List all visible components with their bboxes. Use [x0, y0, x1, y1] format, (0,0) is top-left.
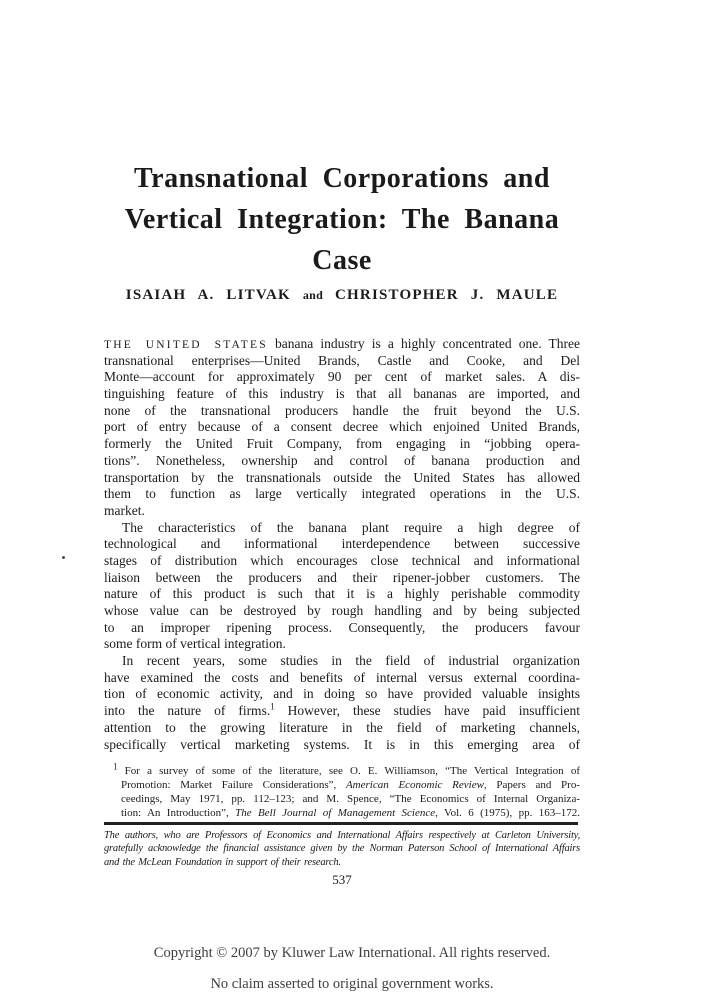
body-line: transportation by the transnationals outside the United States has allowed	[104, 469, 580, 485]
author-name-1: ISAIAH A. LITVAK	[125, 287, 291, 303]
body-line: In recent years, some studies in the field of industrial organization	[122, 653, 580, 669]
journal-title-italic: American Economic Review	[345, 778, 484, 791]
body-line-text: However, these studies have paid insufficient	[274, 703, 580, 719]
article-title	[104, 158, 580, 281]
body-line: attention to the growing literature in the field of marketing channels,	[104, 719, 580, 735]
body-line: them to function as large vertically integrated operations in the U.S.	[104, 486, 580, 502]
body-line: The characteristics of the banana plant require a high degree of	[122, 519, 580, 535]
footnote-text: , Vol. 6 (1975), pp. 163–172.	[435, 806, 580, 819]
article-title-line-2: Vertical Integration: The Banana	[124, 204, 560, 235]
body-line: have examined the costs and benefits of internal versus external coordina-	[104, 669, 580, 685]
body-line: tions”. Nonetheless, ownership and control of banana production and	[104, 452, 580, 468]
body-paragraph-3	[104, 653, 580, 753]
body-paragraph-1	[104, 336, 580, 520]
body-line: nature of this product is such that it is a highly perishable commodity	[104, 586, 580, 602]
body-line: tinguishing feature of this industry is that all bananas are imported, and	[104, 386, 580, 402]
copyright-footer	[0, 938, 704, 1000]
footnote-separator-rule	[104, 822, 578, 825]
scan-artifact-speck	[62, 556, 65, 559]
body-line-text: into the nature of firms.	[104, 703, 271, 719]
body-line	[104, 703, 580, 720]
author-note-line: and the McLean Foundation in support of their research.	[104, 857, 341, 869]
body-paragraph-2	[104, 520, 580, 654]
footnote-line	[121, 779, 580, 793]
body-line: none of the transnational producers handle the fruit beyond the U.S.	[104, 402, 580, 418]
copyright-line-1: Copyright © 2007 by Kluwer Law International. All rights reserved.	[153, 945, 551, 961]
body-line: port of entry because of a consent decree which enjoined United Brands,	[104, 419, 580, 435]
footnote-text: tion: An Introduction”,	[121, 806, 236, 819]
author-name-2: CHRISTOPHER J. MAULE	[335, 287, 559, 303]
footnote-reference-1: 1	[270, 701, 275, 712]
footnote-text: For a survey of some of the literature, see O. E. Williamson, “The Vertical Integration of	[117, 765, 580, 778]
author-affiliation-note	[104, 829, 580, 870]
body-line: to an improper ripening process. Consequently, the producers favour	[104, 619, 580, 635]
lead-in-small-caps: THE UNITED STATES	[104, 339, 268, 351]
author-note-line: gratefully acknowledge the financial assistance given by the Norman Paterson School of International Affairs	[104, 843, 580, 855]
body-line: tion of economic activity, and in doing so have provided valuable insights	[104, 686, 580, 702]
body-line: Monte—account for approximately 90 per cent of market sales. A dis-	[104, 369, 580, 385]
article-title-line-1: Transnational Corporations and	[134, 163, 550, 194]
body-line-text: banana industry is a highly concentrated one. Three	[267, 336, 580, 351]
author-note-line: The authors, who are Professors of Economics and International Affairs respectively at Carleton University,	[104, 829, 580, 841]
body-line	[104, 336, 580, 353]
footnote-line: ceedings, May 1971, pp. 112–123; and M. Spence, “The Economics of Internal Organiza-	[121, 792, 580, 805]
body-line: specifically vertical marketing systems. It is in this emerging area of	[104, 736, 580, 752]
footnote-marker-1: 1	[113, 761, 118, 772]
page-number: 537	[332, 871, 352, 887]
body-line: technological and informational interdependence between successive	[104, 536, 580, 552]
body-line: some form of vertical integration.	[104, 636, 286, 652]
journal-title-italic: The Bell Journal of Management Science	[235, 806, 436, 819]
body-line: liaison between the producers and their ripener-jobber customers. The	[104, 569, 580, 585]
body-line: stages of distribution which encourages close technical and informational	[104, 552, 580, 568]
footnote-text: , Papers and Pro-	[483, 778, 580, 791]
text-column	[104, 0, 580, 888]
article-body	[104, 336, 580, 753]
body-line: formerly the United Fruit Company, from engaging in “jobbing opera-	[104, 436, 580, 452]
byline-conjunction: and	[302, 288, 324, 302]
copyright-line-2: No claim asserted to original government works.	[210, 976, 494, 992]
article-title-line-3: Case	[312, 245, 372, 276]
body-line: whose value can be destroyed by rough handling and by being subjected	[104, 603, 580, 618]
footnote-line	[113, 761, 580, 779]
footnote-text: Promotion: Market Failure Considerations”,	[121, 778, 346, 791]
byline	[104, 287, 580, 304]
body-line: market.	[104, 502, 145, 518]
footnote-1	[113, 761, 580, 820]
footnote-line	[121, 807, 580, 821]
body-line: transnational enterprises—United Brands, Castle and Cooke, and Del	[104, 352, 580, 368]
